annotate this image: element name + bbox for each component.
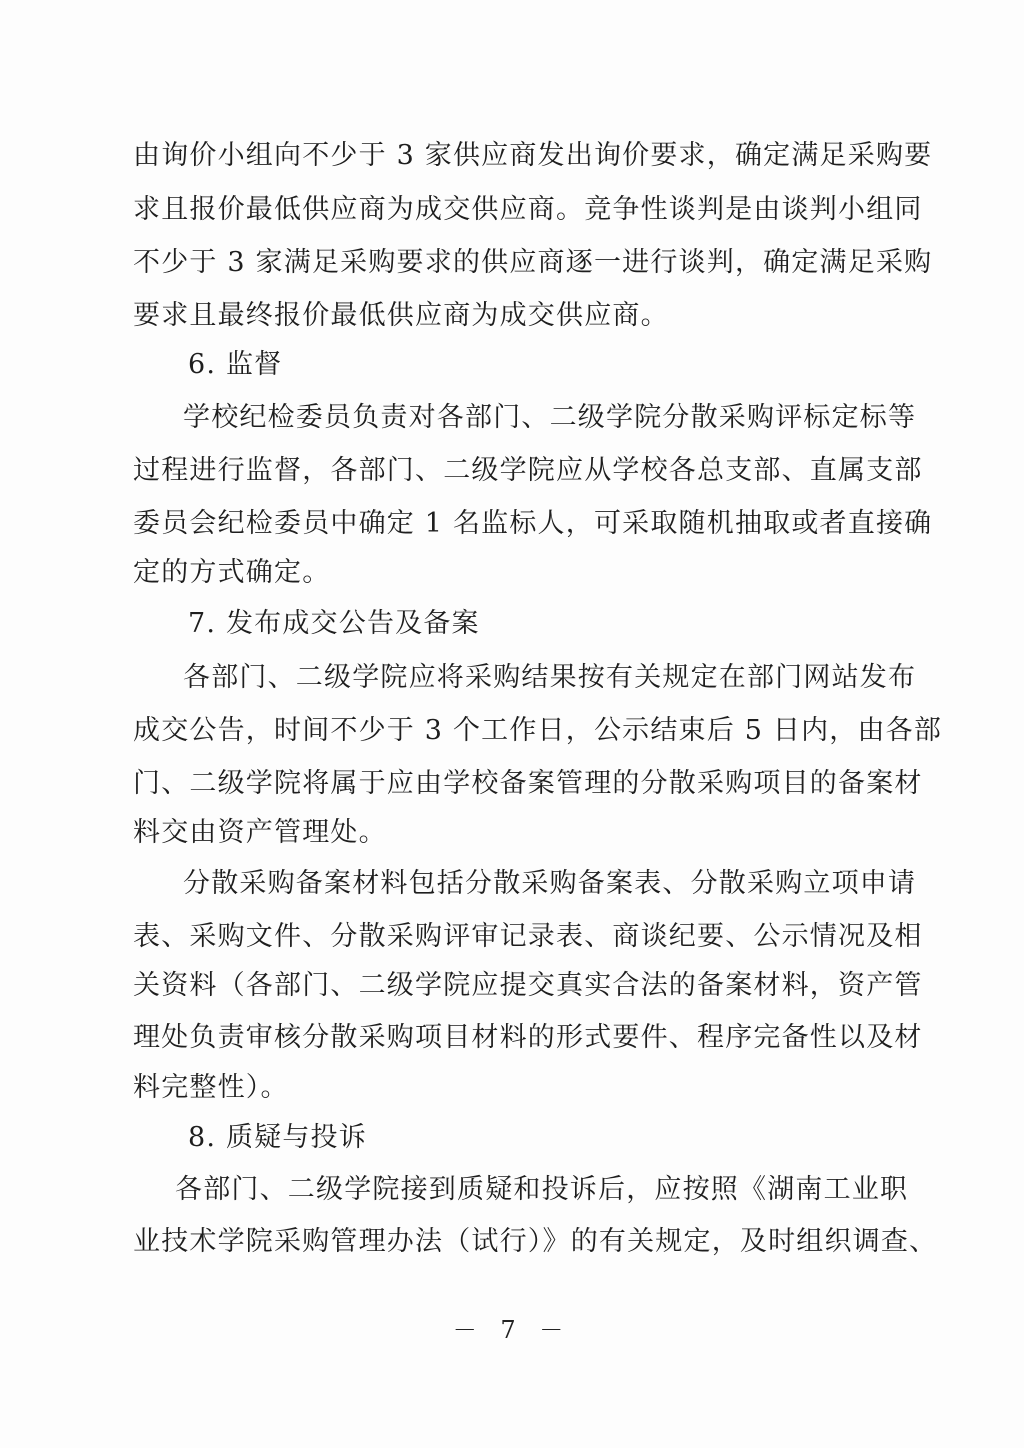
body-text-line: 成交公告，时间不少于 3 个工作日，公示结束后 5 日内，由各部 — [133, 715, 943, 746]
section-heading: 6. 监督 — [188, 349, 283, 380]
body-text-line: 学校纪检委员负责对各部门、二级学院分散采购评标定标等 — [183, 402, 917, 433]
body-text-line: 业技术学院采购管理办法（试行）》的有关规定，及时组织调查、 — [133, 1226, 938, 1257]
body-text-line: 门、二级学院将属于应由学校备案管理的分散采购项目的备案材 — [133, 768, 923, 799]
body-text-line: 不少于 3 家满足采购要求的供应商逐一进行谈判，确定满足采购 — [133, 247, 933, 278]
body-text-line: 料交由资产管理处。 — [133, 817, 387, 848]
body-text-line: 定的方式确定。 — [133, 557, 331, 588]
body-text-line: 表、采购文件、分散采购评审记录表、商谈纪要、公示情况及相 — [133, 921, 923, 952]
body-text-line: 各部门、二级学院接到质疑和投诉后，应按照《湖南工业职 — [175, 1174, 909, 1205]
body-text-line: 求且报价最低供应商为成交供应商。竞争性谈判是由谈判小组同 — [133, 194, 923, 225]
body-text-line: 料完整性）。 — [133, 1072, 289, 1103]
body-text-line: 各部门、二级学院应将采购结果按有关规定在部门网站发布 — [183, 662, 917, 693]
body-text-line: 要求且最终报价最低供应商为成交供应商。 — [133, 300, 669, 331]
body-text-line: 理处负责审核分散采购项目材料的形式要件、程序完备性以及材 — [133, 1022, 923, 1053]
section-heading: 8. 质疑与投诉 — [188, 1122, 367, 1153]
body-text-line: 分散采购备案材料包括分散采购备案表、分散采购立项申请 — [183, 868, 917, 899]
body-text-line: 关资料（各部门、二级学院应提交真实合法的备案材料，资产管 — [133, 970, 923, 1001]
page-number: － 7 － — [452, 1316, 572, 1344]
section-heading: 7. 发布成交公告及备案 — [188, 608, 480, 639]
body-text-line: 委员会纪检委员中确定 1 名监标人，可采取随机抽取或者直接确 — [133, 508, 933, 539]
body-text-line: 由询价小组向不少于 3 家供应商发出询价要求，确定满足采购要 — [133, 140, 933, 171]
body-text-line: 过程进行监督，各部门、二级学院应从学校各总支部、直属支部 — [133, 455, 923, 486]
